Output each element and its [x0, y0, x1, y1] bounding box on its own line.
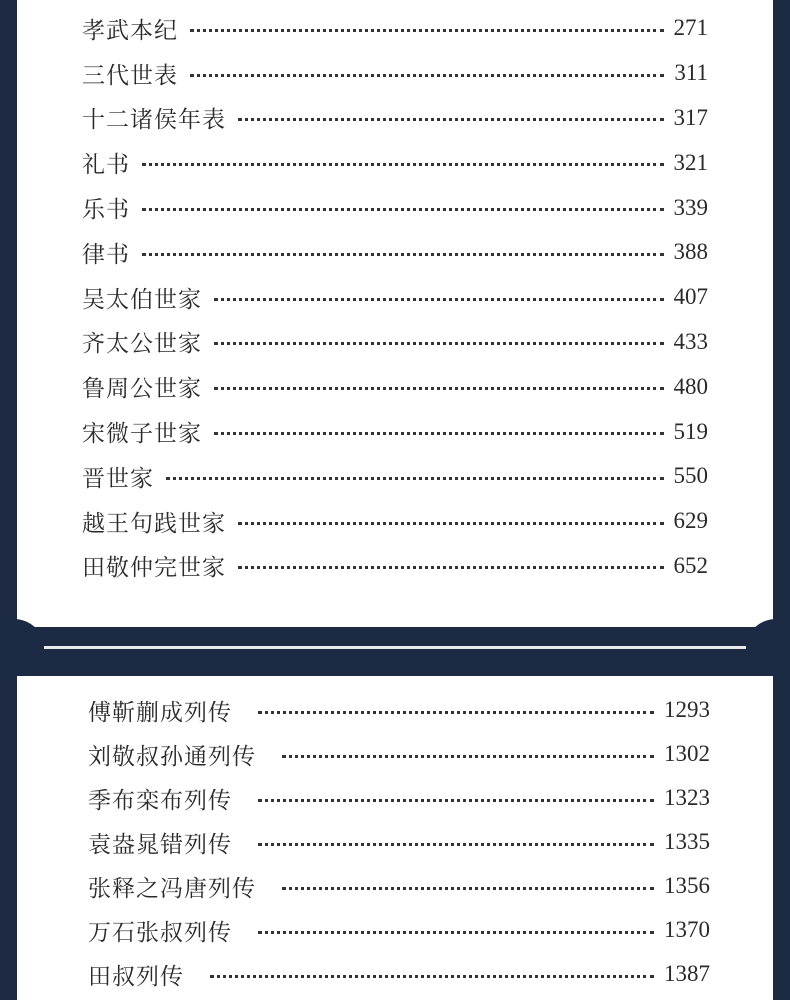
toc-entry [82, 454, 708, 499]
entry-title: 宋微子世家 [82, 421, 202, 448]
toc-entry [88, 908, 710, 952]
dot-leader [210, 975, 654, 978]
toc-entry [82, 96, 708, 141]
dot-leader [258, 711, 654, 714]
toc-entry [82, 320, 708, 365]
toc-entry [82, 51, 708, 96]
dot-leader [238, 522, 664, 525]
page-number: 388 [673, 239, 708, 265]
page-number: 1356 [664, 873, 710, 898]
toc-entry [88, 688, 710, 732]
entry-title: 孝武本纪 [82, 17, 178, 44]
page-number: 311 [674, 60, 708, 86]
dot-leader [214, 432, 664, 435]
dot-leader [282, 887, 654, 890]
entry-title: 季布栾布列传 [88, 787, 232, 814]
entry-title: 齐太公世家 [82, 331, 202, 358]
entry-title: 傅靳蒯成列传 [88, 699, 232, 726]
toc-entry [88, 864, 710, 908]
toc-entry [82, 275, 708, 320]
page-number: 433 [673, 328, 708, 354]
toc-entry [82, 409, 708, 454]
dot-leader [238, 566, 664, 569]
page-number: 317 [673, 104, 708, 130]
toc-entry [82, 140, 708, 185]
dot-leader [258, 799, 654, 802]
dot-leader [166, 477, 664, 480]
toc-entry [82, 364, 708, 409]
entry-title: 田敬仲完世家 [82, 555, 226, 582]
dot-leader [214, 387, 664, 390]
entry-title: 刘敬叔孙通列传 [88, 743, 256, 770]
page-number: 1370 [664, 917, 710, 942]
toc-entry [88, 776, 710, 820]
left-notch [0, 619, 45, 681]
page-number: 407 [673, 284, 708, 310]
page-number: 652 [673, 552, 708, 578]
page-number: 550 [673, 463, 708, 489]
entry-title: 袁盎晁错列传 [88, 831, 232, 858]
dot-leader [214, 298, 664, 301]
page-number: 629 [673, 508, 708, 534]
entry-title: 越王句践世家 [82, 510, 226, 537]
dot-leader [238, 118, 664, 121]
entry-title: 三代世表 [82, 62, 178, 89]
entry-title: 晋世家 [82, 465, 154, 492]
page-number: 1323 [664, 785, 710, 810]
dot-leader [282, 755, 654, 758]
entry-title: 十二诸侯年表 [82, 107, 226, 134]
page-number: 1302 [664, 741, 710, 766]
page-number: 271 [673, 15, 708, 41]
dot-leader [214, 342, 664, 345]
toc-entry [88, 820, 710, 864]
divider-line [44, 646, 746, 649]
dot-leader [190, 74, 664, 77]
entry-title: 律书 [82, 241, 130, 268]
page-number: 1387 [664, 961, 710, 986]
dot-leader [258, 843, 654, 846]
toc-entry [82, 499, 708, 544]
dot-leader [142, 253, 664, 256]
page-number: 1335 [664, 829, 710, 854]
entry-title: 万石张叔列传 [88, 919, 232, 946]
page-number: 1293 [664, 697, 710, 722]
toc-list-bottom [88, 688, 710, 996]
entry-title: 张释之冯唐列传 [88, 875, 256, 902]
toc-entry [82, 230, 708, 275]
page-number: 480 [673, 373, 708, 399]
dot-leader [142, 163, 664, 166]
toc-entry [82, 6, 708, 51]
page-number: 321 [673, 149, 708, 175]
entry-title: 礼书 [82, 152, 130, 179]
toc-entry [82, 185, 708, 230]
toc-entry [82, 544, 708, 589]
toc-entry [88, 732, 710, 776]
right-notch [745, 619, 790, 681]
page-number: 339 [673, 194, 708, 220]
entry-title: 吴太伯世家 [82, 286, 202, 313]
entry-title: 乐书 [82, 197, 130, 224]
entry-title: 田叔列传 [88, 963, 184, 990]
dot-leader [258, 931, 654, 934]
toc-entry [88, 952, 710, 996]
toc-list-top [82, 6, 708, 588]
dot-leader [190, 29, 664, 32]
dot-leader [142, 208, 664, 211]
page-number: 519 [673, 418, 708, 444]
entry-title: 鲁周公世家 [82, 376, 202, 403]
